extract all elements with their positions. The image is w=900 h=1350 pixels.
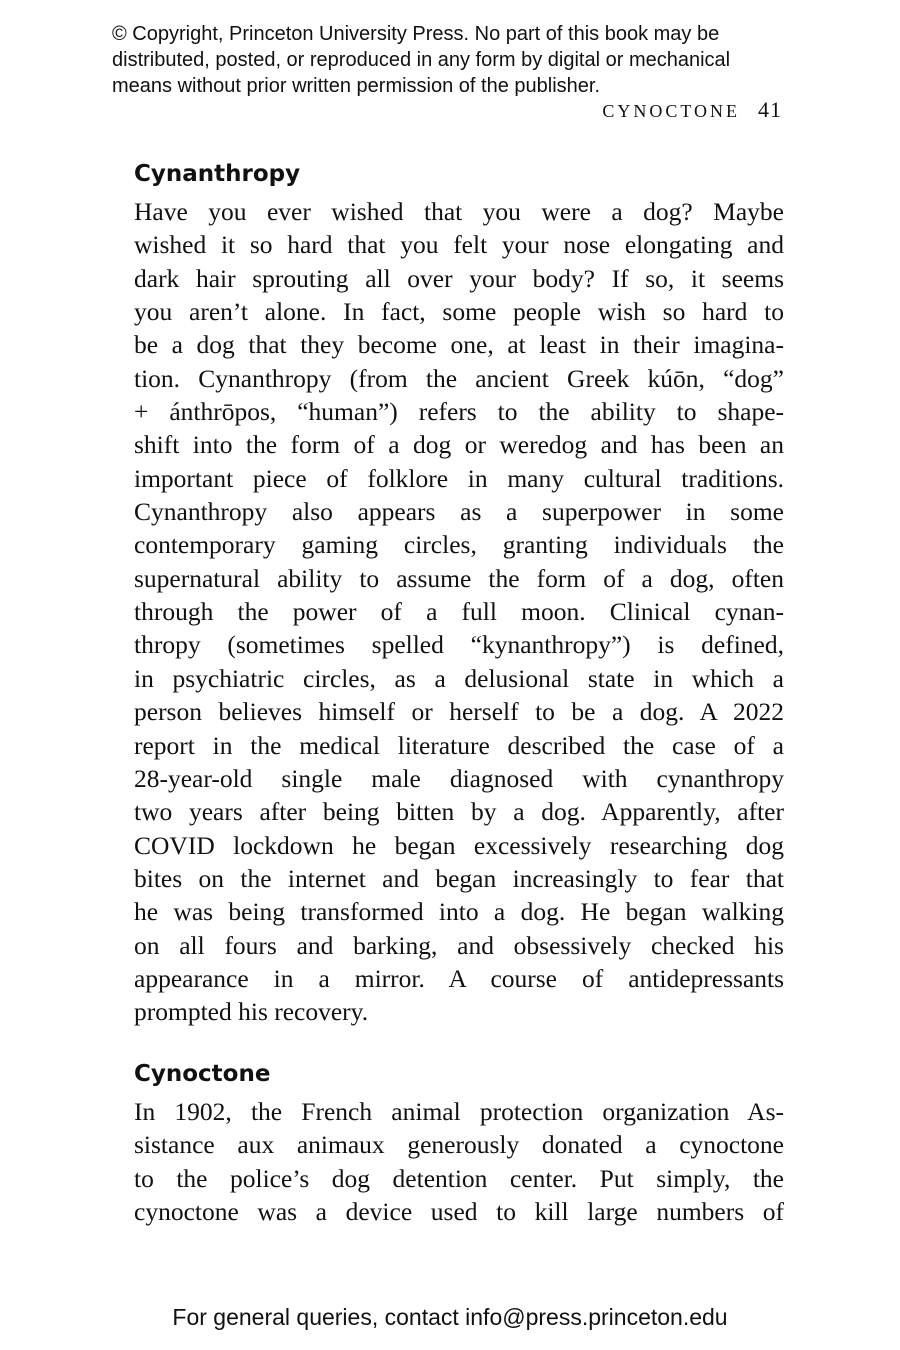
body-line: wished it so hard that you felt your nose elongating and <box>134 230 784 260</box>
copyright-notice <box>112 21 812 99</box>
entry-title: Cynanthropy <box>134 161 301 187</box>
body-line: through the power of a full moon. Clinical cynan- <box>134 597 784 627</box>
entry-cynanthropy <box>134 159 784 1029</box>
body-line: supernatural ability to assume the form of a dog, often <box>134 563 784 593</box>
entry-title: Cynoctone <box>134 1061 271 1087</box>
body-line: to the police’s dog detention center. Put simply, the <box>134 1163 784 1193</box>
entry-body <box>134 1095 784 1228</box>
body-line: important piece of folklore in many cultural traditions. <box>134 463 784 493</box>
body-line: Have you ever wished that you were a dog? Maybe <box>134 197 784 226</box>
body-line: Cynanthropy also appears as a superpower in some <box>134 497 784 527</box>
copyright-line: means without prior written permission of the publisher. <box>112 75 601 97</box>
body-line: prompted his recovery. <box>134 997 369 1027</box>
footer-contact: For general queries, contact info@press.princeton.edu <box>172 1304 728 1330</box>
copyright-line: © Copyright, Princeton University Press. No part of this book may be <box>112 23 720 45</box>
body-line: bites on the internet and began increasingly to fear that <box>134 863 784 893</box>
body-line: shift into the form of a dog or weredog and has been an <box>134 430 784 460</box>
body-line: 28-year-old single male diagnosed with cynanthropy <box>134 763 784 793</box>
body-line: In 1902, the French animal protection organization As- <box>134 1097 784 1126</box>
entry-body <box>134 195 784 1029</box>
body-line: appearance in a mirror. A course of antidepressants <box>134 963 784 993</box>
body-line: person believes himself or herself to be a dog. A 2022 <box>134 697 784 727</box>
body-line: be a dog that they become one, at least in their imagina- <box>134 330 784 360</box>
body-line: cynoctone was a device used to kill large numbers of <box>134 1197 784 1227</box>
body-line: report in the medical literature described the case of a <box>134 730 784 760</box>
body-line: dark hair sprouting all over your body? If so, it seems <box>134 263 784 293</box>
body-line: thropy (sometimes spelled “kynanthropy”) is defined, <box>134 630 784 660</box>
running-head-title: CYNOCTONE <box>602 101 740 121</box>
running-head <box>602 97 782 124</box>
body-line: + ánthrōpos, “human”) refers to the ability to shape- <box>134 397 784 427</box>
body-line: in psychiatric circles, as a delusional state in which a <box>134 663 784 693</box>
page-number: 41 <box>758 97 782 122</box>
body-line: sistance aux animaux generously donated a cynoctone <box>134 1130 784 1160</box>
copyright-line: distributed, posted, or reproduced in any form by digital or mechanical <box>112 49 731 71</box>
entry-cynoctone <box>134 1059 784 1228</box>
body-line: contemporary gaming circles, granting individuals the <box>134 530 784 560</box>
body-line: he was being transformed into a dog. He began walking <box>134 897 784 927</box>
body-line: two years after being bitten by a dog. Apparently, after <box>134 797 784 827</box>
body-line: COVID lockdown he began excessively researching dog <box>134 830 784 860</box>
body-line: on all fours and barking, and obsessively checked his <box>134 930 784 960</box>
body-line: you aren’t alone. In fact, some people wish so hard to <box>134 297 784 327</box>
body-line: tion. Cynanthropy (from the ancient Greek kúōn, “dog” <box>134 363 784 393</box>
